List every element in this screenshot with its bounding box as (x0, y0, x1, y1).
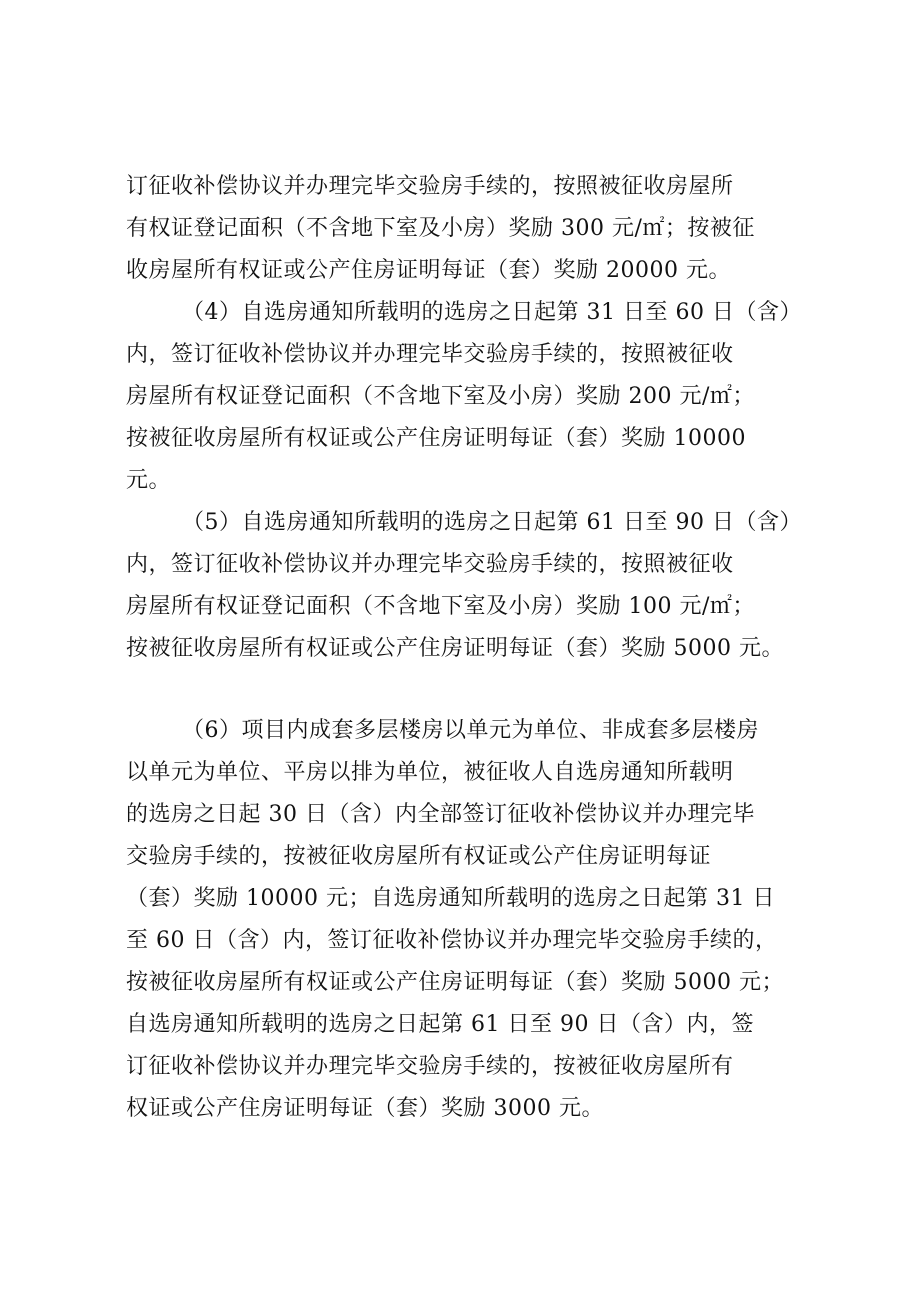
text-line: 有权证登记面积（不含地下室及小房）奖励 300 元/㎡；按被征 (126, 216, 755, 241)
paragraph-5-first-line: （5）自选房通知所载明的选房之日起第 61 日至 90 日（含） (182, 510, 802, 535)
paragraph-6-first-line: （6）项目内成套多层楼房以单元为单位、非成套多层楼房 (182, 718, 759, 743)
paragraph-4-first-line: （4）自选房通知所载明的选房之日起第 31 日至 60 日（含） (182, 300, 802, 325)
text-line: 收房屋所有权证或公产住房证明每证（套）奖励 20000 元。 (126, 258, 731, 283)
text-line: 元。 (126, 468, 172, 493)
text-line: （套）奖励 10000 元；自选房通知所载明的选房之日起第 31 日 (126, 886, 775, 911)
text-line: 内，签订征收补偿协议并办理完毕交验房手续的，按照被征收 (126, 342, 734, 367)
text-line: 订征收补偿协议并办理完毕交验房手续的，按照被征收房屋所 (126, 174, 734, 199)
text-line: 按被征收房屋所有权证或公产住房证明每证（套）奖励 10000 (126, 426, 746, 451)
text-line: 内，签订征收补偿协议并办理完毕交验房手续的，按照被征收 (126, 552, 734, 577)
text-line: 按被征收房屋所有权证或公产住房证明每证（套）奖励 5000 元； (126, 970, 784, 995)
text-line: 订征收补偿协议并办理完毕交验房手续的，按被征收房屋所有 (126, 1054, 734, 1079)
text-line: 以单元为单位、平房以排为单位，被征收人自选房通知所载明 (126, 760, 734, 785)
text-line: 交验房手续的，按被征收房屋所有权证或公产住房证明每证 (126, 844, 712, 869)
text-line: 房屋所有权证登记面积（不含地下室及小房）奖励 200 元/㎡； (126, 384, 755, 409)
text-line: 至 60 日（含）内，签订征收补偿协议并办理完毕交验房手续的， (126, 928, 778, 953)
text-line: 自选房通知所载明的选房之日起第 61 日至 90 日（含）内，签 (126, 1012, 754, 1037)
text-line: 按被征收房屋所有权证或公产住房证明每证（套）奖励 5000 元。 (126, 636, 784, 661)
text-line: 房屋所有权证登记面积（不含地下室及小房）奖励 100 元/㎡； (126, 594, 755, 619)
text-line: 的选房之日起 30 日（含）内全部签订征收补偿协议并办理完毕 (126, 802, 755, 827)
text-line: 权证或公产住房证明每证（套）奖励 3000 元。 (126, 1096, 604, 1121)
